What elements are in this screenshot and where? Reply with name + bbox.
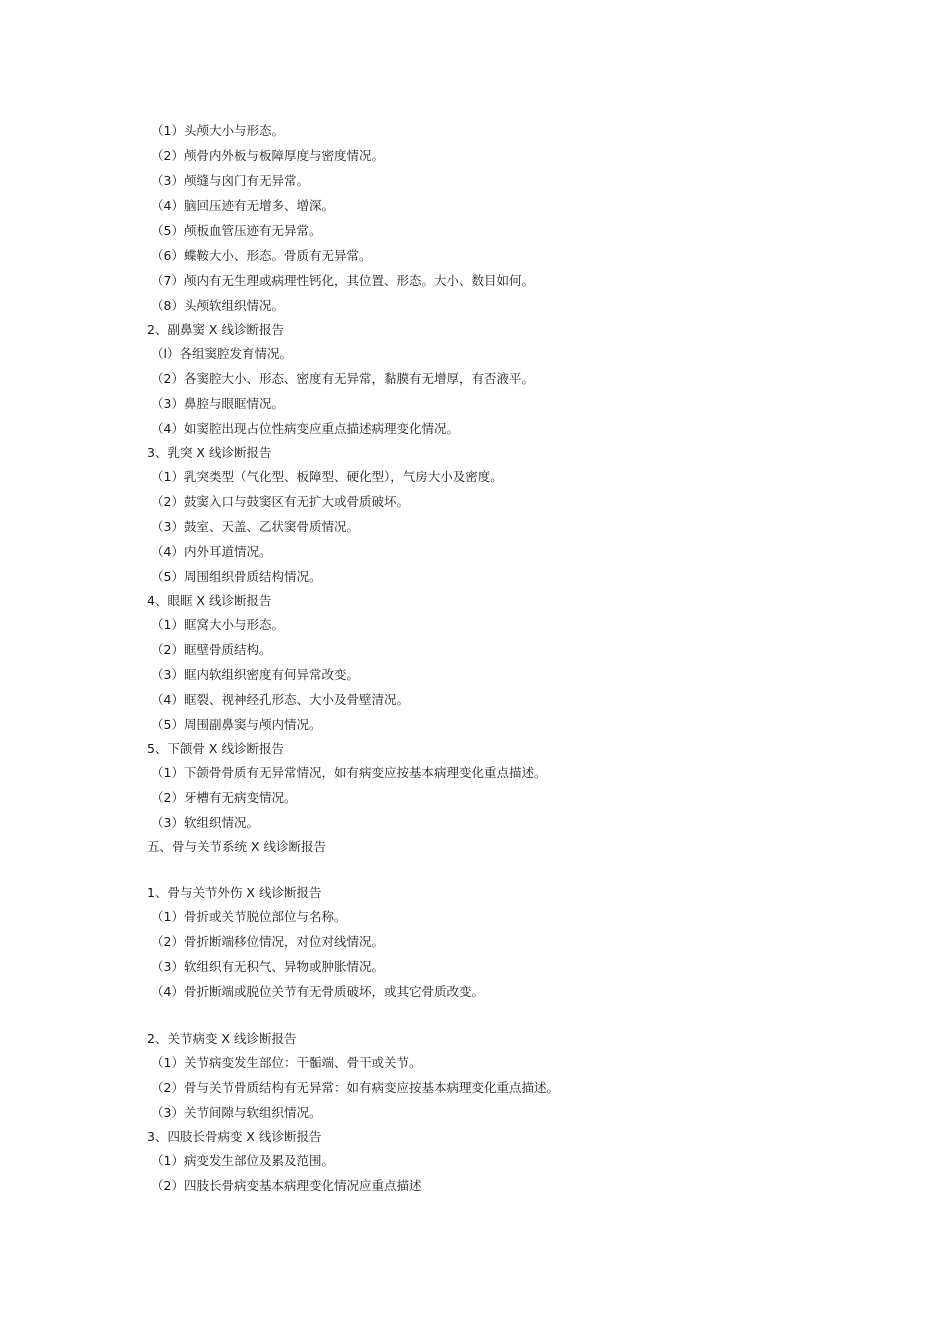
list-item: （l）各组窦腔发育情况。 (151, 346, 292, 361)
list-item: （4）脑回压迹有无增多、增深。 (151, 198, 334, 213)
list-item: （1）关节病变发生部位：干骺端、骨干或关节。 (151, 1055, 422, 1070)
list-item: （4）骨折断端或脱位关节有无骨质破坏，或其它骨质改变。 (151, 984, 484, 999)
section-heading: 3、乳突 X 线诊断报告 (147, 445, 272, 460)
list-item: （6）蝶鞍大小、形态。骨质有无异常。 (151, 248, 372, 263)
list-item: （3）关节间隙与软组织情况。 (151, 1105, 322, 1120)
list-item: （5）周围副鼻窦与颅内情况。 (151, 717, 322, 732)
list-item: （2）牙槽有无病变情况。 (151, 790, 297, 805)
list-item: （3）软组织有无积气、异物或肿胀情况。 (151, 959, 384, 974)
section-heading: 五、骨与关节系统 X 线诊断报告 (147, 839, 327, 854)
list-item: （1）眶窝大小与形态。 (151, 617, 284, 632)
list-item: （4）如窦腔出现占位性病变应重点描述病理变化情况。 (151, 421, 459, 436)
section-heading: 2、副鼻窦 X 线诊断报告 (147, 322, 284, 337)
list-item: （2）眶壁骨质结构。 (151, 642, 272, 657)
list-item: （2）颅骨内外板与板障厚度与密度情况。 (151, 148, 384, 163)
list-item: （2）各窦腔大小、形态、密度有无异常，黏膜有无增厚，有否液平。 (151, 371, 534, 386)
list-item: （1）头颅大小与形态。 (151, 123, 284, 138)
list-item: （4）内外耳道情况。 (151, 544, 272, 559)
list-item: （5）周围组织骨质结构情况。 (151, 569, 322, 584)
list-item: （4）眶裂、视神经孔形态、大小及骨壁清况。 (151, 692, 409, 707)
list-item: （3）鼻腔与眼眶情况。 (151, 396, 284, 411)
list-item: （2）四肢长骨病变基本病理变化情况应重点描述 (151, 1178, 422, 1193)
list-item: （3）眶内软组织密度有何异常改变。 (151, 667, 359, 682)
list-item: （2）鼓窦入口与鼓窦区有无扩大或骨质破坏。 (151, 494, 409, 509)
list-item: （8）头颅软组织情况。 (151, 298, 284, 313)
section-heading: 5、下颌骨 X 线诊断报告 (147, 741, 284, 756)
section-heading: 3、四肢长骨病变 X 线诊断报告 (147, 1129, 322, 1144)
section-heading: 4、眼眶 X 线诊断报告 (147, 593, 272, 608)
section-heading: 2、关节病变 X 线诊断报告 (147, 1031, 297, 1046)
blank-line (147, 858, 867, 881)
list-item: （3）软组织情况。 (151, 815, 259, 830)
list-item: （1）骨折或关节脱位部位与名称。 (151, 909, 347, 924)
list-item: （2）骨折断端移位情况，对位对线情况。 (151, 934, 384, 949)
document-body (147, 118, 867, 1198)
list-item: （7）颅内有无生理或病理性钙化，其位置、形态。大小、数目如何。 (151, 273, 534, 288)
list-item: （1）下颌骨骨质有无异常情况，如有病变应按基本病理变化重点描述。 (151, 765, 547, 780)
list-item: （1）病变发生部位及累及范围。 (151, 1153, 334, 1168)
list-item: （2）骨与关节骨质结构有无异常：如有病变应按基本病理变化重点描述。 (151, 1080, 559, 1095)
blank-line (147, 1004, 867, 1027)
list-item: （3）鼓室、天盖、乙状窦骨质情况。 (151, 519, 359, 534)
list-item: （5）颅板血管压迹有无异常。 (151, 223, 322, 238)
list-item: （1）乳突类型（气化型、板障型、硬化型），气房大小及密度。 (151, 469, 503, 484)
section-heading: 1、骨与关节外伤 X 线诊断报告 (147, 885, 322, 900)
list-item: （3）颅缝与囟门有无异常。 (151, 173, 309, 188)
